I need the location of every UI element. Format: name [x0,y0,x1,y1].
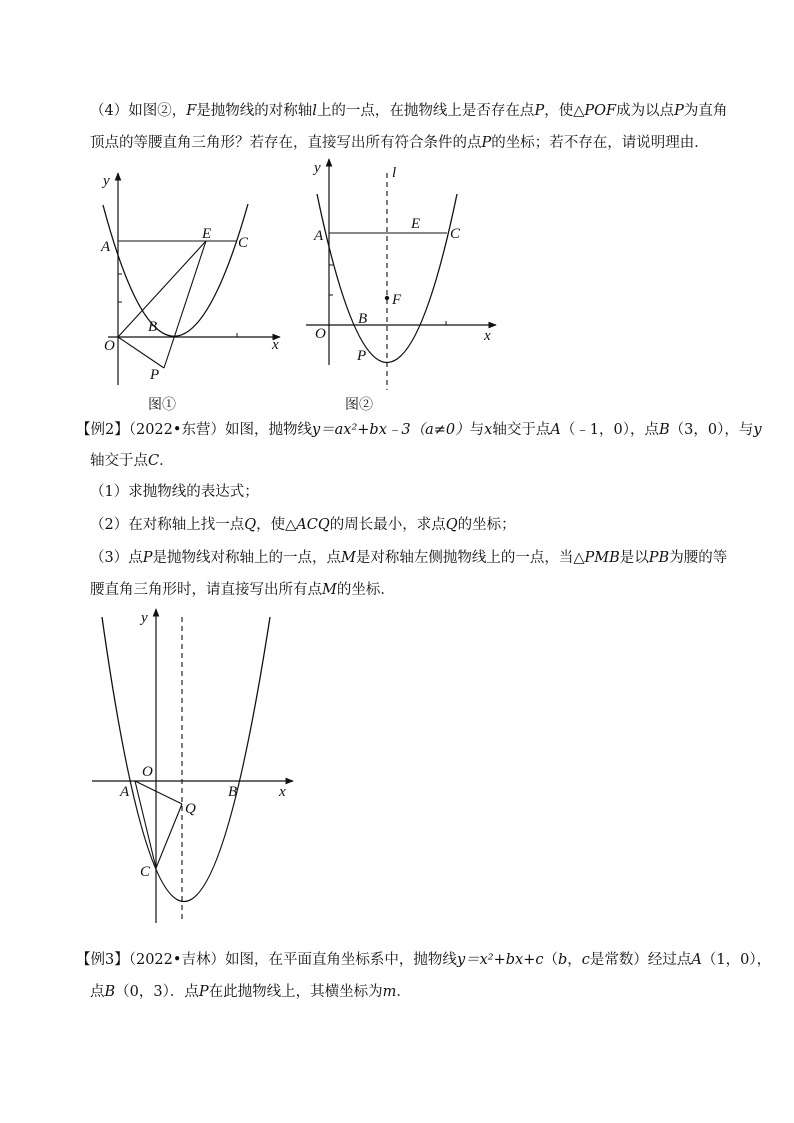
ex3-equation: y＝x²+bx+c [456,952,544,968]
ex2-sub1: （1）求抛物线的表达式； [90,484,259,500]
fig3-segment-AC [135,781,156,868]
fig2-point-F [385,296,389,300]
ex2-tag: 【例2】 [76,422,129,438]
fig3-label-O: O [142,764,153,780]
fig2-label-E: E [411,216,421,232]
fig2-label-A: A [314,228,324,244]
figure-2 [302,155,502,390]
fig3-label-Q: Q [185,801,196,817]
fig2-label-B: B [358,311,368,327]
fig3-label-C: C [140,864,151,880]
ex3-line1: 【例3】（2022•吉林）如图，在平面直角坐标系中，抛物线y＝x²+bx+c（b，c是常数）经过点A（1，0）， [76,952,772,968]
fig3-parabola [102,617,270,902]
fig1-parabola [103,204,248,336]
figure-3-svg [88,605,303,935]
fig2-label-O: O [315,326,326,342]
figure-1 [90,165,290,385]
fig3-segment-QC [156,804,182,868]
fig1-label-A: A [101,239,111,255]
ex2-line1: 【例2】（2022•东营）如图，抛物线y＝ax²+bx﹣3（a≠0）与x轴交于点A（﹣1，0），点B（3，0），与y [76,422,762,438]
ex2-line2: 轴交于点C． [90,453,174,469]
ex3-line2: 点B（0，3）．点P在此抛物线上，其横坐标为m． [90,984,411,1000]
figure-2-caption: 图② [345,397,373,413]
fig1-label-x: x [272,337,279,353]
ex3-tag: 【例3】 [76,952,129,968]
fig2-label-y: y [314,160,321,176]
fig2-label-P: P [357,348,367,364]
fig1-label-B: B [148,319,158,335]
figure-2-svg [302,155,502,390]
fig2-label-l: l [392,165,397,181]
fig1-segment-EP [164,241,206,368]
fig3-label-B: B [228,784,238,800]
q4-line1: （4）如图②，F是抛物线的对称轴l上的一点，在抛物线上是否存在点P，使△POF成为以点P为直角 [90,103,728,119]
fig1-label-O: O [104,338,115,354]
fig3-segment-AQ [135,781,182,804]
fig3-label-A: A [120,784,130,800]
ex2-equation: y＝ax²+bx﹣3（a≠0） [311,422,470,438]
fig1-label-C: C [238,235,249,251]
q4-line2: 顶点的等腰直角三角形？若存在，直接写出所有符合条件的点P的坐标；若不存在，请说明理由． [90,135,709,151]
fig2-label-F: F [392,292,402,308]
fig2-label-x: x [484,328,491,344]
ex2-sub3-line2: 腰直角三角形时，请直接写出所有点M的坐标． [90,582,395,598]
figure-1-svg [90,165,290,385]
ex2-sub3-line1: （3）点P是抛物线对称轴上的一点，点M是对称轴左侧抛物线上的一点，当△PMB是以PB为腰的等 [90,550,728,566]
fig1-label-E: E [202,226,212,242]
fig1-segment-OP [118,337,164,368]
fig3-label-x: x [279,784,286,800]
figure-1-caption: 图① [148,397,176,413]
fig1-label-y: y [103,173,110,189]
fig2-label-C: C [450,226,461,242]
ex2-sub2: （2）在对称轴上找一点Q，使△ACQ的周长最小，求点Q的坐标； [90,517,516,533]
figure-3 [88,605,303,935]
fig3-label-y: y [141,610,148,626]
fig1-label-P: P [150,367,160,383]
